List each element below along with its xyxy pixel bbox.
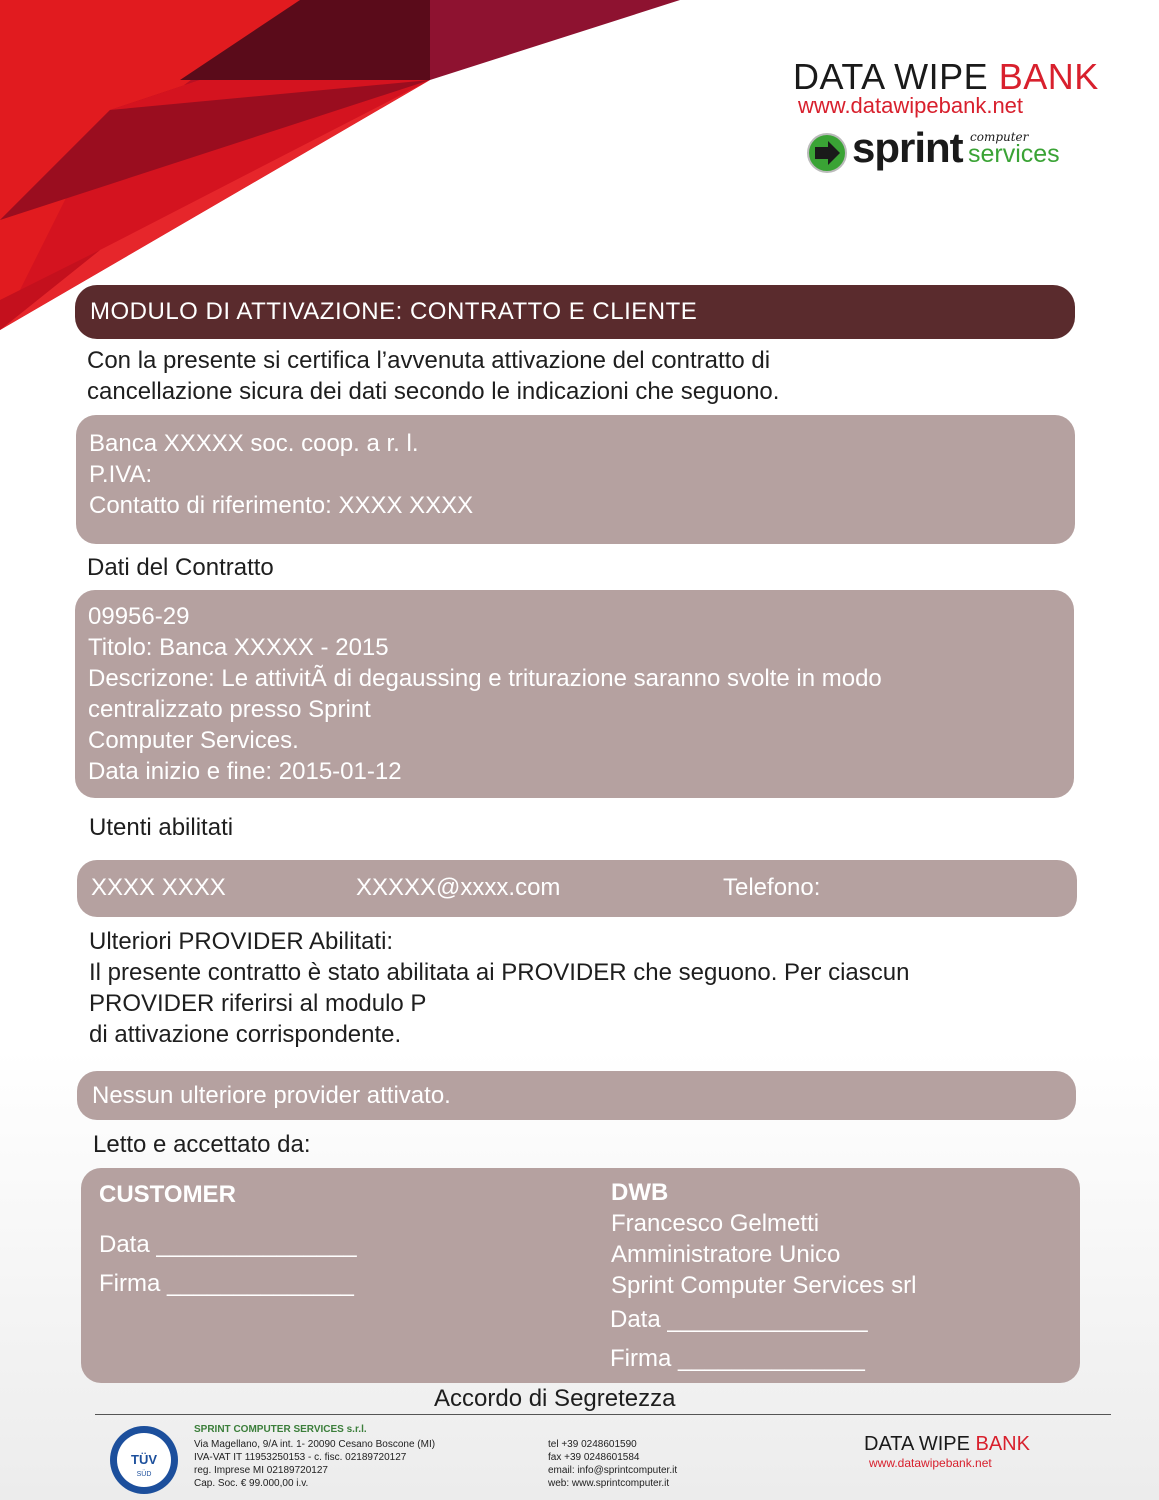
users-heading: Utenti abilitati [89,814,234,841]
footer-contact-line: tel +39 0248601590 [548,1439,637,1450]
contract-number: 09956-29 [88,603,190,630]
client-name: Banca XXXXX soc. coop. a r. l. [89,430,419,457]
brand-logo-text: DATA WIPE BANK [793,56,1099,97]
contract-description-1: Descrizone: Le attivitÃ di degaussing e triturazione saranno svolte in modo [88,665,882,692]
user-name: XXXX XXXX [91,874,226,901]
footer-contact-line: fax +39 0248601584 [548,1452,640,1463]
footer-company-name: SPRINT COMPUTER SERVICES s.r.l. [194,1424,367,1435]
tuv-certification-badge [108,1424,180,1496]
tuv-label: TÜV [131,1452,157,1467]
nda-title: Accordo di Segretezza [434,1385,676,1412]
user-email: XXXXX@xxxx.com [356,874,561,901]
dwb-date-field: Data _______________ [610,1306,868,1333]
sprint-computer-text: computer [970,130,1029,144]
contract-heading: Dati del Contratto [87,554,274,581]
dwb-signer-name: Francesco Gelmetti [611,1210,820,1237]
footer-address-line: reg. Imprese MI 02189720127 [194,1465,328,1476]
dwb-signer-role: Amministratore Unico [611,1241,841,1268]
form-title: MODULO DI ATTIVAZIONE: CONTRATTO E CLIENTE [75,285,1075,339]
signature-box [81,1168,1080,1383]
user-row-box [77,860,1077,917]
footer-contacts [548,1438,677,1490]
contract-description-2: centralizzato presso Sprint [88,696,371,723]
providers-text-2: PROVIDER riferirsi al modulo P [89,990,427,1017]
brand-url: www.datawipebank.net [798,93,1024,118]
footer-brand-logo: DATA WIPE BANK [864,1433,1030,1455]
footer-address-line: IVA-VAT IT 11953250153 - c. fisc. 02189720127 [194,1452,407,1463]
user-phone-label: Telefono: [723,874,821,901]
provider-status-box [77,1071,1076,1120]
signatures-heading: Letto e accettato da: [93,1131,311,1158]
providers-text-3: di attivazione corrispondente. [89,1021,402,1048]
customer-signature-field: Firma ______________ [99,1270,354,1297]
intro-line-1: Con la presente si certifica l’avvenuta attivazione del contratto di [87,347,771,374]
sprint-arrow-icon [806,132,848,174]
dwb-signature-field: Firma ______________ [610,1345,865,1372]
contract-title: Titolo: Banca XXXXX - 2015 [88,634,389,661]
intro-line-2: cancellazione sicura dei dati secondo le indicazioni che seguono. [87,378,780,405]
footer-address-line: Via Magellano, 9/A int. 1- 20090 Cesano Boscone (MI) [194,1439,436,1450]
contract-dates: Data inizio e fine: 2015-01-12 [88,758,402,785]
footer-contact-line: email: info@sprintcomputer.it [548,1465,678,1476]
contract-description-3: Computer Services. [88,727,299,754]
sprint-services-text: services [968,140,1060,168]
client-contact: Contatto di riferimento: XXXX XXXX [89,492,474,519]
footer-address-line: Cap. Soc. € 99.000,00 i.v. [194,1478,309,1489]
dwb-label: DWB [611,1179,669,1206]
footer-divider [95,1414,1111,1415]
provider-status: Nessun ulteriore provider attivato. [92,1082,451,1109]
footer-address [194,1438,435,1490]
customer-date-field: Data _______________ [99,1231,357,1258]
sprint-logo-text: sprint [852,124,963,171]
tuv-sub-label: SÜD [136,1471,152,1478]
contract-info-box [75,590,1074,798]
providers-heading: Ulteriori PROVIDER Abilitati: [89,928,394,955]
client-info-box [76,415,1075,544]
client-vat: P.IVA: [89,461,153,488]
dwb-company: Sprint Computer Services srl [611,1272,917,1299]
providers-text-1: Il presente contratto è stato abilitata ai PROVIDER che seguono. Per ciascun [89,959,910,986]
footer-brand-url: www.datawipebank.net [869,1456,992,1470]
footer-contact-line: web: www.sprintcomputer.it [548,1478,670,1489]
customer-label: CUSTOMER [99,1181,236,1208]
